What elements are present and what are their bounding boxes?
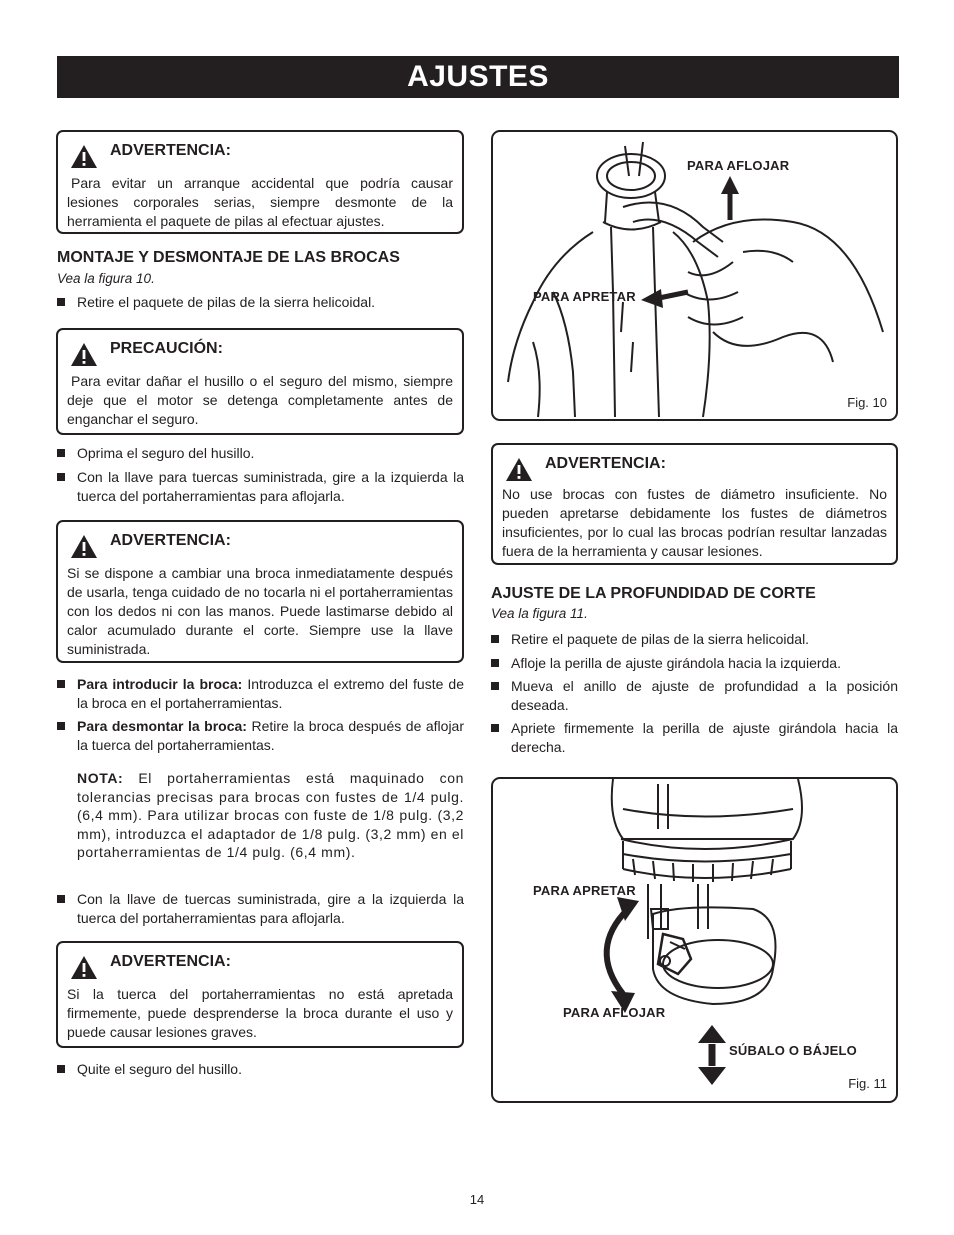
list-item (57, 717, 464, 754)
list-item: Quite el seguro del husillo. (57, 1060, 464, 1079)
warning-triangle-icon (505, 457, 533, 482)
bold-label: Para introducir la broca: (77, 676, 243, 692)
warning-box-1 (56, 130, 464, 234)
page-title: AJUSTES (57, 56, 899, 98)
see-figure-10: Vea la figura 10. (57, 271, 155, 286)
list-item: Mueva el anillo de ajuste de profundidad a la posición deseada. (491, 677, 898, 714)
section-title-depth: AJUSTE DE LA PROFUNDIDAD DE CORTE (491, 585, 816, 602)
list-item: Retire el paquete de pilas de la sierra helicoidal. (57, 293, 464, 312)
note-paragraph (77, 769, 464, 862)
section-title-bits: MONTAJE Y DESMONTAJE DE LAS BROCAS (57, 249, 400, 266)
caution-title: PRECAUCIÓN: (110, 340, 223, 357)
fig10-label-tighten: PARA APRETAR (533, 289, 636, 304)
warning-box-2 (56, 520, 464, 663)
fig10-label-loosen: PARA AFLOJAR (687, 158, 790, 173)
list-item-text: Retire la broca después de aflojar la tuerca del portaherramientas. (77, 718, 465, 753)
figure-10-illustration (493, 132, 898, 421)
warning-title: ADVERTENCIA: (110, 142, 231, 159)
warning-body: Si la tuerca del portaherramientas no está apretada firmemente, puede desprenderse la broca durante el uso y puede causar lesiones graves. (67, 986, 453, 1040)
warning-box-3 (56, 941, 464, 1048)
list-item (57, 675, 464, 712)
warning-title: ADVERTENCIA: (545, 455, 666, 472)
warning-triangle-icon (70, 955, 98, 980)
page-number: 14 (469, 1192, 485, 1207)
warning-body: Para evitar un arranque accidental que podría causar lesiones corporales serias, siempre desmonte de la herramienta el paquete de pilas al efectuar ajustes. (67, 175, 453, 229)
warning-body: No use brocas con fustes de diámetro insuficiente. No pueden apretarse debidamente los fustes de diámetros insuficientes, por lo cual las brocas podrían resultar lanzadas fuera de la herramienta y causar lesiones. (502, 486, 887, 559)
warning-box-4 (491, 443, 898, 565)
figure-10 (491, 130, 898, 421)
caution-body: Para evitar dañar el husillo o el seguro del mismo, siempre deje que el motor se detenga completamente antes de enganchar el seguro. (67, 373, 453, 427)
warning-body: Si se dispone a cambiar una broca inmediatamente después de usarla, tenga cuidado de no tocarla ni el portaherramientas con los dedos ni con las manos. Puede lastimarse debido al calor acumulado durante el corte. Siempre use la llave suministrada. (67, 565, 453, 657)
note-text: El portaherramientas está maquinado con tolerancias precisas para brocas con fustes de 1/4 pulg. (6,4 mm). Para utilizar brocas con fuste de 1/8 pulg. (3,2 mm), introduzca el adaptador de 1/8 pulg. (3,2 mm) en el portaherramientas de 1/4 pulg. (6,4 mm). (77, 770, 464, 860)
fig10-caption: Fig. 10 (847, 395, 887, 410)
fig11-caption: Fig. 11 (848, 1076, 887, 1091)
warning-title: ADVERTENCIA: (110, 532, 231, 549)
fig11-label-tighten: PARA APRETAR (533, 883, 636, 898)
fig11-label-loosen: PARA AFLOJAR (563, 1005, 666, 1020)
list-item: Retire el paquete de pilas de la sierra helicoidal. (491, 630, 898, 649)
warning-triangle-icon (70, 144, 98, 169)
list-item: Afloje la perilla de ajuste girándola hacia la izquierda. (491, 654, 898, 673)
warning-triangle-icon (70, 534, 98, 559)
list-item-text: Introduzca el extremo del fuste de la broca en el portaherramientas. (77, 676, 464, 711)
figure-11 (491, 777, 898, 1103)
fig11-label-updown: SÚBALO O BÁJELO (729, 1043, 857, 1058)
list-item: Apriete firmemente la perilla de ajuste girándola hacia la derecha. (491, 719, 898, 756)
list-item: Con la llave de tuercas suministrada, gire a la izquierda la tuerca del portaherramientas para aflojarla. (57, 890, 464, 927)
note-label: NOTA: (77, 770, 124, 786)
bold-label: Para desmontar la broca: (77, 718, 247, 734)
caution-box (56, 328, 464, 435)
list-item: Con la llave para tuercas suministrada, gire a la izquierda la tuerca del portaherramientas para aflojarla. (57, 468, 464, 505)
warning-title: ADVERTENCIA: (110, 953, 231, 970)
list-item: Oprima el seguro del husillo. (57, 444, 464, 463)
warning-triangle-icon (70, 342, 98, 367)
see-figure-11: Vea la figura 11. (491, 606, 588, 621)
